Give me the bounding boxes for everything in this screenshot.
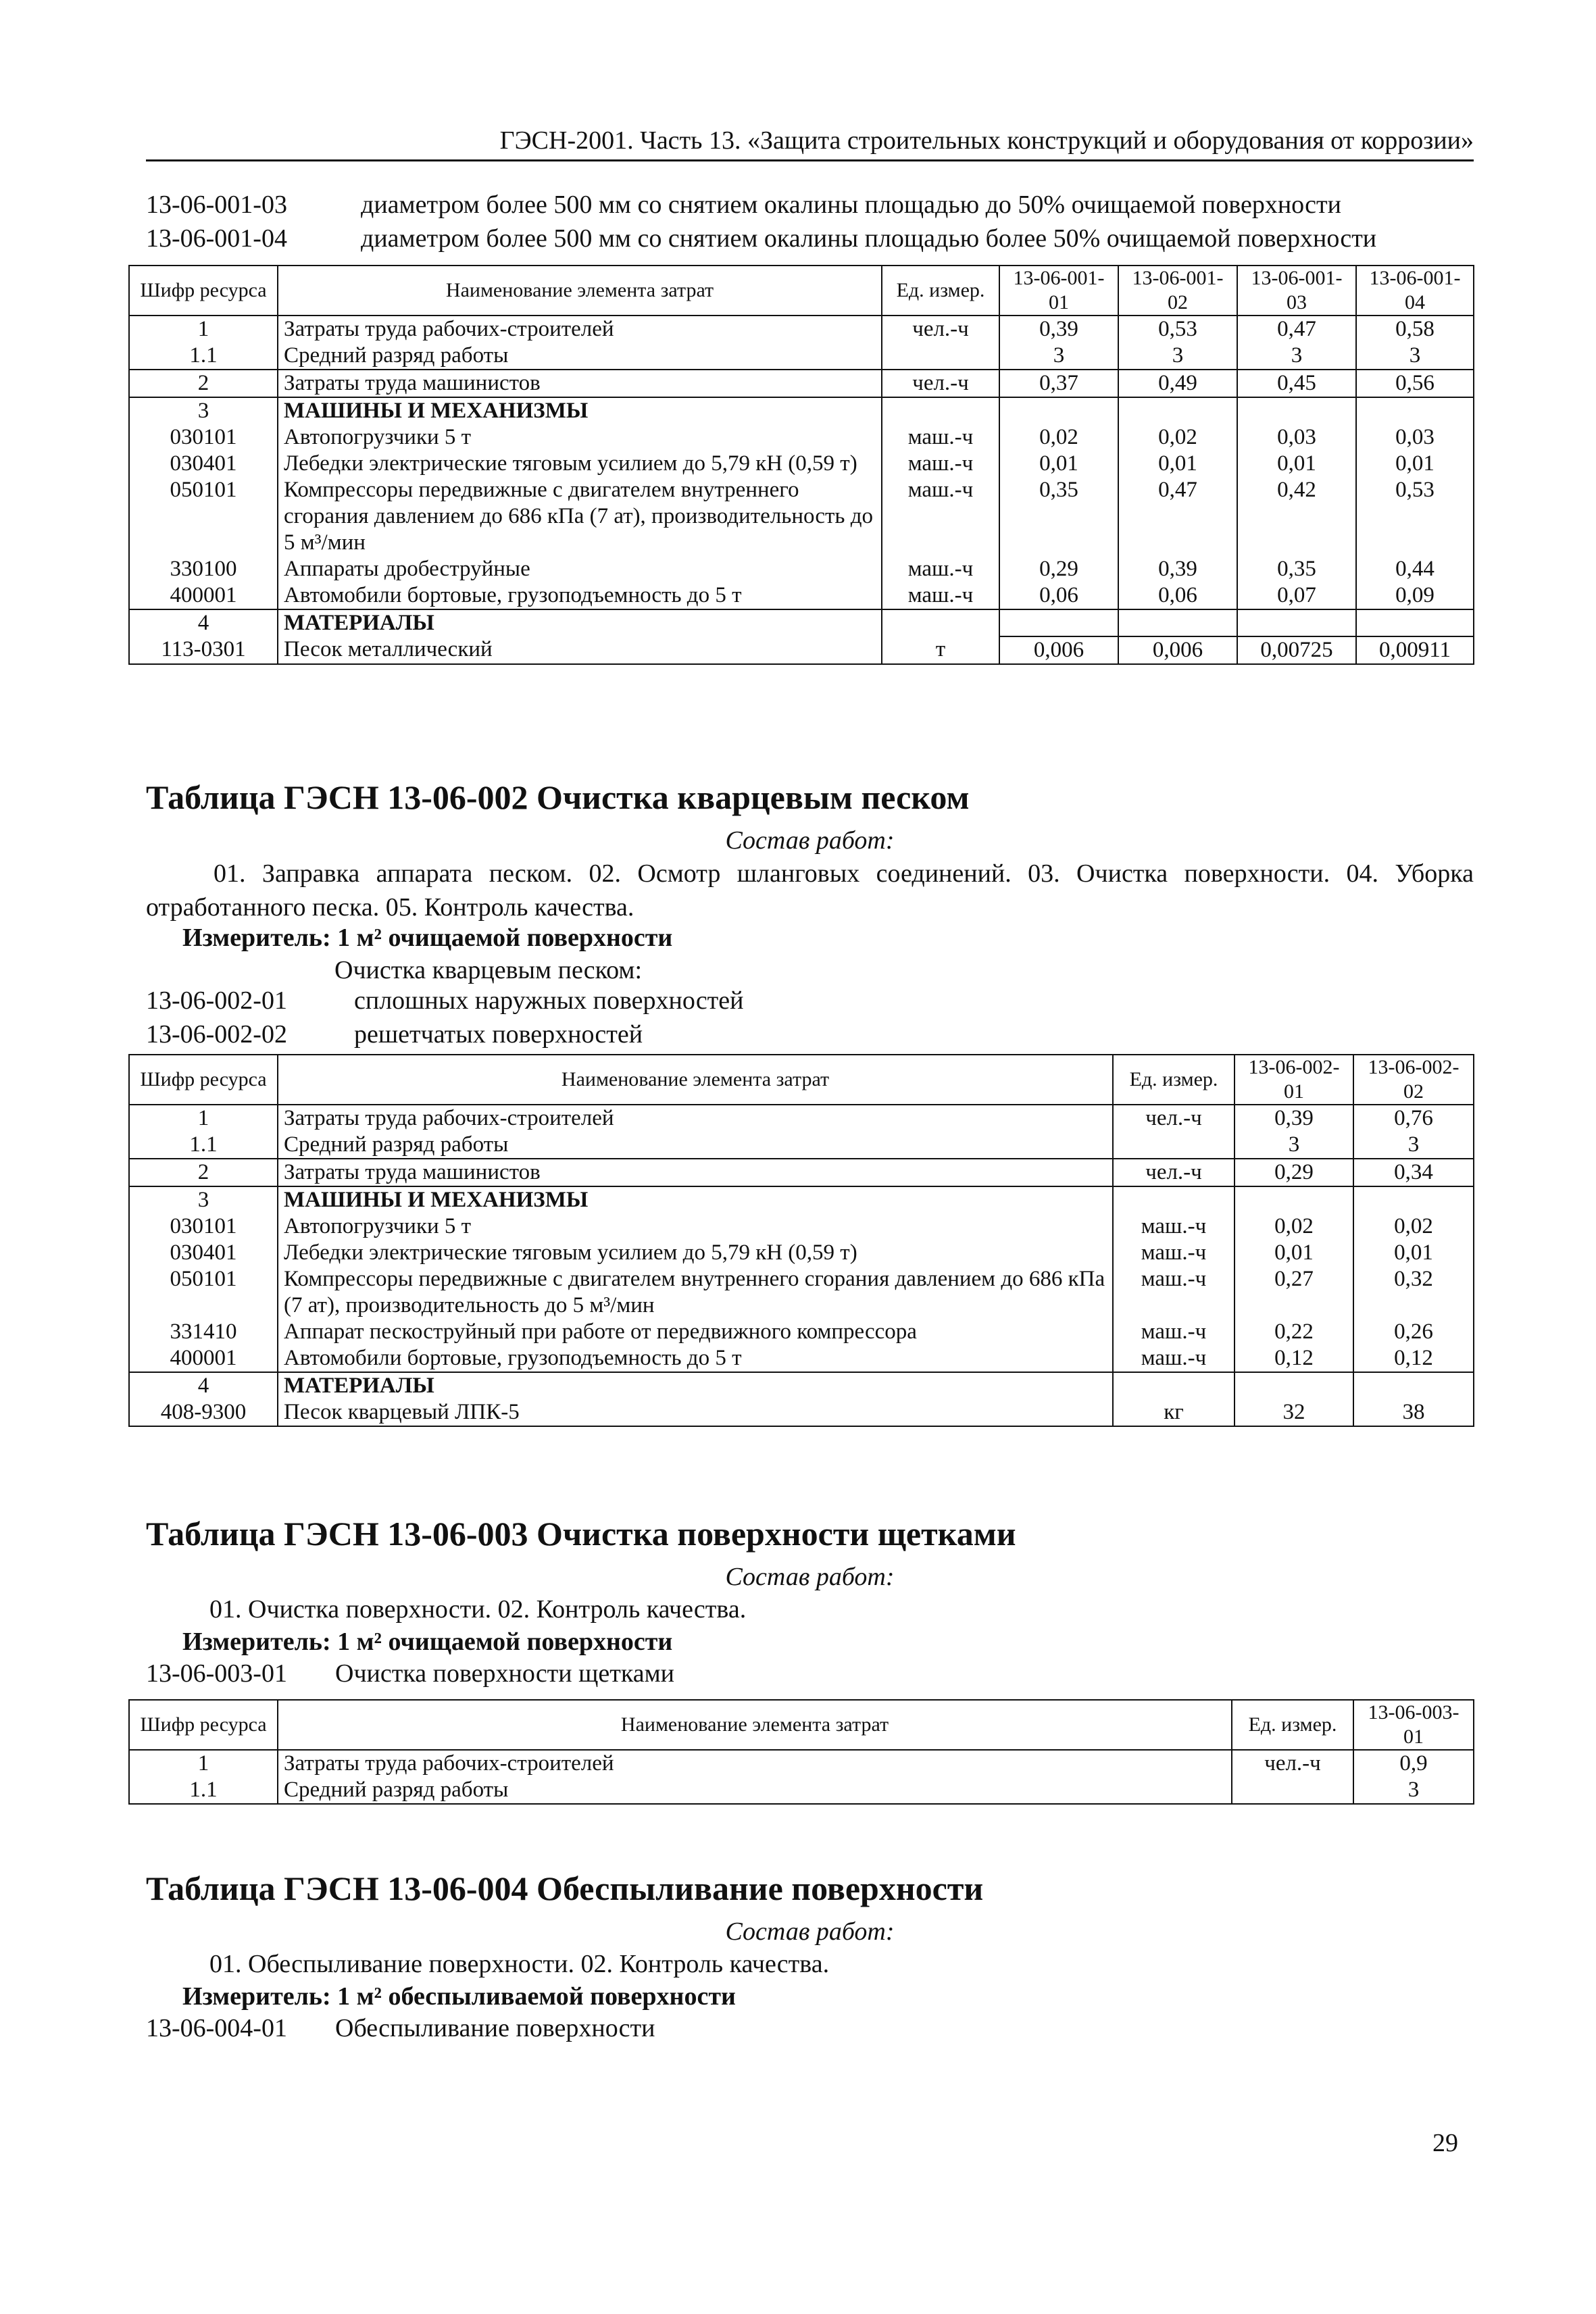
- value-cell: 0,00911: [1356, 636, 1474, 664]
- col-header: Ед. измер.: [1232, 1700, 1353, 1750]
- col-header: Шифр ресурса: [129, 1055, 278, 1105]
- resource-unit: маш.-ч: [882, 582, 999, 609]
- resource-unit: маш.-ч: [1113, 1266, 1235, 1319]
- col-header: 13-06-001-03: [1237, 266, 1356, 316]
- resource-code: 4: [129, 609, 278, 636]
- resource-name: Песок металлический: [278, 636, 882, 664]
- value-cell: 0,44: [1356, 556, 1474, 582]
- resource-unit: чел.-ч: [1113, 1105, 1235, 1132]
- group-name: МАТЕРИАЛЫ: [278, 1372, 1113, 1399]
- value-cell: 0,006: [999, 636, 1118, 664]
- group-name: МАШИНЫ И МЕХАНИЗМЫ: [278, 397, 882, 424]
- resource-code: 400001: [129, 1345, 278, 1372]
- code: 13-06-001-04: [146, 224, 287, 253]
- table-row: [129, 1105, 1474, 1132]
- top-code-list: [146, 188, 1474, 255]
- value-cell: 0,53: [1356, 477, 1474, 556]
- resource-unit: кг: [1113, 1399, 1235, 1426]
- value-cell: 0,47: [1118, 477, 1237, 556]
- value-cell: 0,56: [1356, 370, 1474, 397]
- value-cell: [1118, 609, 1237, 636]
- resource-code: 030101: [129, 1213, 278, 1240]
- resource-name: Средний разряд работы: [278, 343, 882, 370]
- code-line: [146, 222, 1474, 255]
- table-header-row: [129, 1055, 1474, 1105]
- section-title: Таблица ГЭСН 13-06-004 Обеспыливание поверхности: [146, 1869, 984, 1907]
- value-cell: 0,00725: [1237, 636, 1356, 664]
- value-cell: 0,12: [1353, 1345, 1474, 1372]
- value-cell: 0,01: [1118, 451, 1237, 477]
- value-cell: 0,06: [1118, 582, 1237, 609]
- resource-code: 331410: [129, 1319, 278, 1345]
- resource-unit: [1113, 1132, 1235, 1159]
- works-label: Состав работ:: [725, 826, 895, 855]
- col-header: Наименование элемента затрат: [278, 266, 882, 316]
- value-cell: 0,01: [999, 451, 1118, 477]
- resource-unit: чел.-ч: [882, 316, 999, 343]
- value-cell: 0,39: [999, 316, 1118, 343]
- value-cell: 0,03: [1356, 424, 1474, 451]
- resource-unit: [882, 609, 999, 636]
- resource-code: 408-9300: [129, 1399, 278, 1426]
- value-cell: 0,37: [999, 370, 1118, 397]
- value-cell: 3: [999, 343, 1118, 370]
- resource-code: 1: [129, 1750, 278, 1777]
- works-text: 01. Заправка аппарата песком. 02. Осмотр шланговых соединений. 03. Очистка поверхности. 04. Уборка отработанного песка. 05. Контроль качества.: [146, 859, 1474, 922]
- table-row: [129, 1345, 1474, 1372]
- resource-unit: чел.-ч: [882, 370, 999, 397]
- value-cell: 0,76: [1353, 1105, 1474, 1132]
- col-header: Ед. измер.: [882, 266, 999, 316]
- value-cell: 0,34: [1353, 1159, 1474, 1186]
- resource-code: 050101: [129, 477, 278, 556]
- col-header: Шифр ресурса: [129, 266, 278, 316]
- section-title: Таблица ГЭСН 13-06-003 Очистка поверхности щетками: [146, 1515, 1016, 1553]
- value-cell: [1356, 609, 1474, 636]
- code-line: [146, 984, 1474, 1017]
- table-row: [129, 370, 1474, 397]
- resource-code: 1: [129, 1105, 278, 1132]
- works-text: 01. Обеспыливание поверхности. 02. Контроль качества.: [209, 1950, 830, 1978]
- resource-unit: маш.-ч: [882, 424, 999, 451]
- value-cell: 0,39: [1118, 556, 1237, 582]
- code-description: Очистка поверхности щетками: [335, 1659, 674, 1688]
- code-line: [146, 2011, 1474, 2045]
- table-row: [129, 1159, 1474, 1186]
- resource-code: 1.1: [129, 343, 278, 370]
- resource-unit: маш.-ч: [1113, 1240, 1235, 1266]
- table-row: [129, 1240, 1474, 1266]
- col-header: 13-06-001-02: [1118, 266, 1237, 316]
- resource-name: Лебедки электрические тяговым усилием до 5,79 кН (0,59 т): [278, 1240, 1113, 1266]
- value-cell: [1353, 1186, 1474, 1213]
- resource-name: Средний разряд работы: [278, 1132, 1113, 1159]
- resource-code: 400001: [129, 582, 278, 609]
- resource-unit: маш.-ч: [1113, 1213, 1235, 1240]
- code-description: диаметром более 500 мм со снятием окалины площадью более 50% очищаемой поверхности: [361, 224, 1377, 253]
- resource-name: Средний разряд работы: [278, 1777, 1232, 1804]
- section3-code-list: [146, 1657, 1474, 1690]
- norm-table-13-06-003: [128, 1699, 1474, 1805]
- group-name: МАТЕРИАЛЫ: [278, 609, 882, 636]
- value-cell: 0,01: [1237, 451, 1356, 477]
- resource-name: Лебедки электрические тяговым усилием до 5,79 кН (0,59 т): [278, 451, 882, 477]
- resource-name: Аппараты дробеструйные: [278, 556, 882, 582]
- value-cell: 0,27: [1235, 1266, 1353, 1319]
- value-cell: 3: [1356, 343, 1474, 370]
- measure-unit: Измеритель: 1 м² очищаемой поверхности: [182, 924, 673, 952]
- resource-code: 030401: [129, 1240, 278, 1266]
- value-cell: [1237, 397, 1356, 424]
- value-cell: [1235, 1186, 1353, 1213]
- value-cell: 0,53: [1118, 316, 1237, 343]
- table-row: [129, 1186, 1474, 1213]
- resource-code: 1: [129, 316, 278, 343]
- resource-name: Затраты труда машинистов: [278, 370, 882, 397]
- table-row: [129, 636, 1474, 664]
- col-header: 13-06-003-01: [1353, 1700, 1474, 1750]
- value-cell: 32: [1235, 1399, 1353, 1426]
- resource-code: 050101: [129, 1266, 278, 1319]
- table-row: [129, 1319, 1474, 1345]
- resource-unit: [1232, 1777, 1353, 1804]
- resource-name: Затраты труда рабочих-строителей: [278, 1105, 1113, 1132]
- resource-code: 1.1: [129, 1777, 278, 1804]
- resource-name: Затраты труда рабочих-строителей: [278, 1750, 1232, 1777]
- value-cell: [1356, 397, 1474, 424]
- resource-code: 4: [129, 1372, 278, 1399]
- value-cell: 3: [1118, 343, 1237, 370]
- table-row: [129, 1132, 1474, 1159]
- resource-code: 2: [129, 370, 278, 397]
- resource-unit: [1113, 1372, 1235, 1399]
- code: 13-06-002-02: [146, 1020, 287, 1049]
- table-row: [129, 343, 1474, 370]
- resource-unit: [882, 343, 999, 370]
- code-description: Обеспыливание поверхности: [335, 2014, 655, 2042]
- table-header-row: [129, 1700, 1474, 1750]
- resource-unit: маш.-ч: [882, 451, 999, 477]
- resource-code: 2: [129, 1159, 278, 1186]
- code-line: [146, 1017, 1474, 1051]
- value-cell: 0,29: [1235, 1159, 1353, 1186]
- value-cell: 3: [1353, 1777, 1474, 1804]
- col-header: 13-06-001-04: [1356, 266, 1474, 316]
- resource-name: Автомобили бортовые, грузоподъемность до 5 т: [278, 1345, 1113, 1372]
- resource-name: Автопогрузчики 5 т: [278, 424, 882, 451]
- resource-unit: чел.-ч: [1232, 1750, 1353, 1777]
- table-row: [129, 424, 1474, 451]
- value-cell: 0,42: [1237, 477, 1356, 556]
- resource-code: 113-0301: [129, 636, 278, 664]
- value-cell: 0,02: [1235, 1213, 1353, 1240]
- resource-code: 3: [129, 397, 278, 424]
- code-line: [146, 1657, 1474, 1690]
- col-header: Наименование элемента затрат: [278, 1700, 1232, 1750]
- value-cell: 3: [1353, 1132, 1474, 1159]
- value-cell: [999, 397, 1118, 424]
- value-cell: 0,09: [1356, 582, 1474, 609]
- resource-name: Компрессоры передвижные с двигателем внутреннего сгорания давлением до 686 кПа (7 ат), производительность до 5 м³/мин: [278, 477, 882, 556]
- resource-code: 3: [129, 1186, 278, 1213]
- resource-unit: [1113, 1186, 1235, 1213]
- table-row: [129, 582, 1474, 609]
- table-header-row: [129, 266, 1474, 316]
- subtitle: Очистка кварцевым песком:: [334, 956, 643, 984]
- table-row: [129, 316, 1474, 343]
- value-cell: 0,12: [1235, 1345, 1353, 1372]
- col-header: 13-06-001-01: [999, 266, 1118, 316]
- resource-name: Компрессоры передвижные с двигателем внутреннего сгорания давлением до 686 кПа (7 ат), производительность до 5 м³/мин: [278, 1266, 1113, 1319]
- resource-unit: маш.-ч: [882, 477, 999, 556]
- value-cell: [1353, 1372, 1474, 1399]
- resource-unit: [882, 397, 999, 424]
- value-cell: 0,58: [1356, 316, 1474, 343]
- works-text: 01. Очистка поверхности. 02. Контроль качества.: [209, 1595, 747, 1624]
- col-header: Наименование элемента затрат: [278, 1055, 1113, 1105]
- value-cell: [1235, 1372, 1353, 1399]
- code: 13-06-003-01: [146, 1659, 287, 1688]
- code: 13-06-004-01: [146, 2014, 287, 2042]
- resource-name: Аппарат пескоструйный при работе от передвижного компрессора: [278, 1319, 1113, 1345]
- page-header: ГЭСН-2001. Часть 13. «Защита строительных конструкций и оборудования от коррозии»: [146, 127, 1474, 161]
- code-description: диаметром более 500 мм со снятием окалины площадью до 50% очищаемой поверхности: [361, 191, 1341, 219]
- table-row: [129, 1372, 1474, 1399]
- code-description: сплошных наружных поверхностей: [354, 986, 744, 1015]
- resource-name: Песок кварцевый ЛПК-5: [278, 1399, 1113, 1426]
- value-cell: [999, 609, 1118, 636]
- resource-code: 330100: [129, 556, 278, 582]
- norm-table-13-06-001: [128, 265, 1474, 665]
- col-header: Шифр ресурса: [129, 1700, 278, 1750]
- value-cell: 0,02: [1118, 424, 1237, 451]
- measure-unit: Измеритель: 1 м² обеспыливаемой поверхности: [182, 1982, 736, 2011]
- value-cell: 0,35: [1237, 556, 1356, 582]
- value-cell: 0,39: [1235, 1105, 1353, 1132]
- value-cell: 0,45: [1237, 370, 1356, 397]
- table-row: [129, 609, 1474, 636]
- value-cell: 0,9: [1353, 1750, 1474, 1777]
- value-cell: 3: [1237, 343, 1356, 370]
- value-cell: 0,02: [999, 424, 1118, 451]
- section-title: Таблица ГЭСН 13-06-002 Очистка кварцевым песком: [146, 778, 970, 816]
- table-row: [129, 397, 1474, 424]
- table-row: [129, 1777, 1474, 1804]
- resource-name: Затраты труда рабочих-строителей: [278, 316, 882, 343]
- resource-name: Затраты труда машинистов: [278, 1159, 1113, 1186]
- col-header: Ед. измер.: [1113, 1055, 1235, 1105]
- table-row: [129, 1213, 1474, 1240]
- value-cell: 0,006: [1118, 636, 1237, 664]
- resource-unit: маш.-ч: [882, 556, 999, 582]
- code-description: решетчатых поверхностей: [354, 1020, 643, 1049]
- value-cell: 3: [1235, 1132, 1353, 1159]
- value-cell: 0,47: [1237, 316, 1356, 343]
- resource-unit: т: [882, 636, 999, 664]
- value-cell: [1237, 609, 1356, 636]
- col-header: 13-06-002-01: [1235, 1055, 1353, 1105]
- value-cell: 0,02: [1353, 1213, 1474, 1240]
- resource-code: 030401: [129, 451, 278, 477]
- resource-unit: маш.-ч: [1113, 1319, 1235, 1345]
- value-cell: 38: [1353, 1399, 1474, 1426]
- norm-table-13-06-002: [128, 1054, 1474, 1427]
- table-row: [129, 477, 1474, 556]
- code: 13-06-002-01: [146, 986, 287, 1015]
- table-row: [129, 451, 1474, 477]
- value-cell: 0,01: [1353, 1240, 1474, 1266]
- section2-code-list: [146, 984, 1474, 1051]
- value-cell: 0,26: [1353, 1319, 1474, 1345]
- value-cell: 0,35: [999, 477, 1118, 556]
- col-header: 13-06-002-02: [1353, 1055, 1474, 1105]
- table-row: [129, 1266, 1474, 1319]
- measure-unit: Измеритель: 1 м² очищаемой поверхности: [182, 1628, 673, 1656]
- code-line: [146, 188, 1474, 222]
- table-row: [129, 1399, 1474, 1426]
- page-number: 29: [1432, 2129, 1458, 2157]
- works-label: Состав работ:: [725, 1917, 895, 1946]
- resource-unit: маш.-ч: [1113, 1345, 1235, 1372]
- value-cell: 0,07: [1237, 582, 1356, 609]
- value-cell: [1118, 397, 1237, 424]
- value-cell: 0,01: [1356, 451, 1474, 477]
- value-cell: 0,03: [1237, 424, 1356, 451]
- value-cell: 0,49: [1118, 370, 1237, 397]
- resource-name: Автопогрузчики 5 т: [278, 1213, 1113, 1240]
- table-row: [129, 556, 1474, 582]
- resource-name: Автомобили бортовые, грузоподъемность до 5 т: [278, 582, 882, 609]
- value-cell: 0,01: [1235, 1240, 1353, 1266]
- section4-code-list: [146, 2011, 1474, 2045]
- table-row: [129, 1750, 1474, 1777]
- value-cell: 0,29: [999, 556, 1118, 582]
- resource-code: 030101: [129, 424, 278, 451]
- group-name: МАШИНЫ И МЕХАНИЗМЫ: [278, 1186, 1113, 1213]
- resource-code: 1.1: [129, 1132, 278, 1159]
- works-label: Состав работ:: [725, 1563, 895, 1591]
- code: 13-06-001-03: [146, 191, 287, 219]
- value-cell: 0,06: [999, 582, 1118, 609]
- value-cell: 0,32: [1353, 1266, 1474, 1319]
- value-cell: 0,22: [1235, 1319, 1353, 1345]
- resource-unit: чел.-ч: [1113, 1159, 1235, 1186]
